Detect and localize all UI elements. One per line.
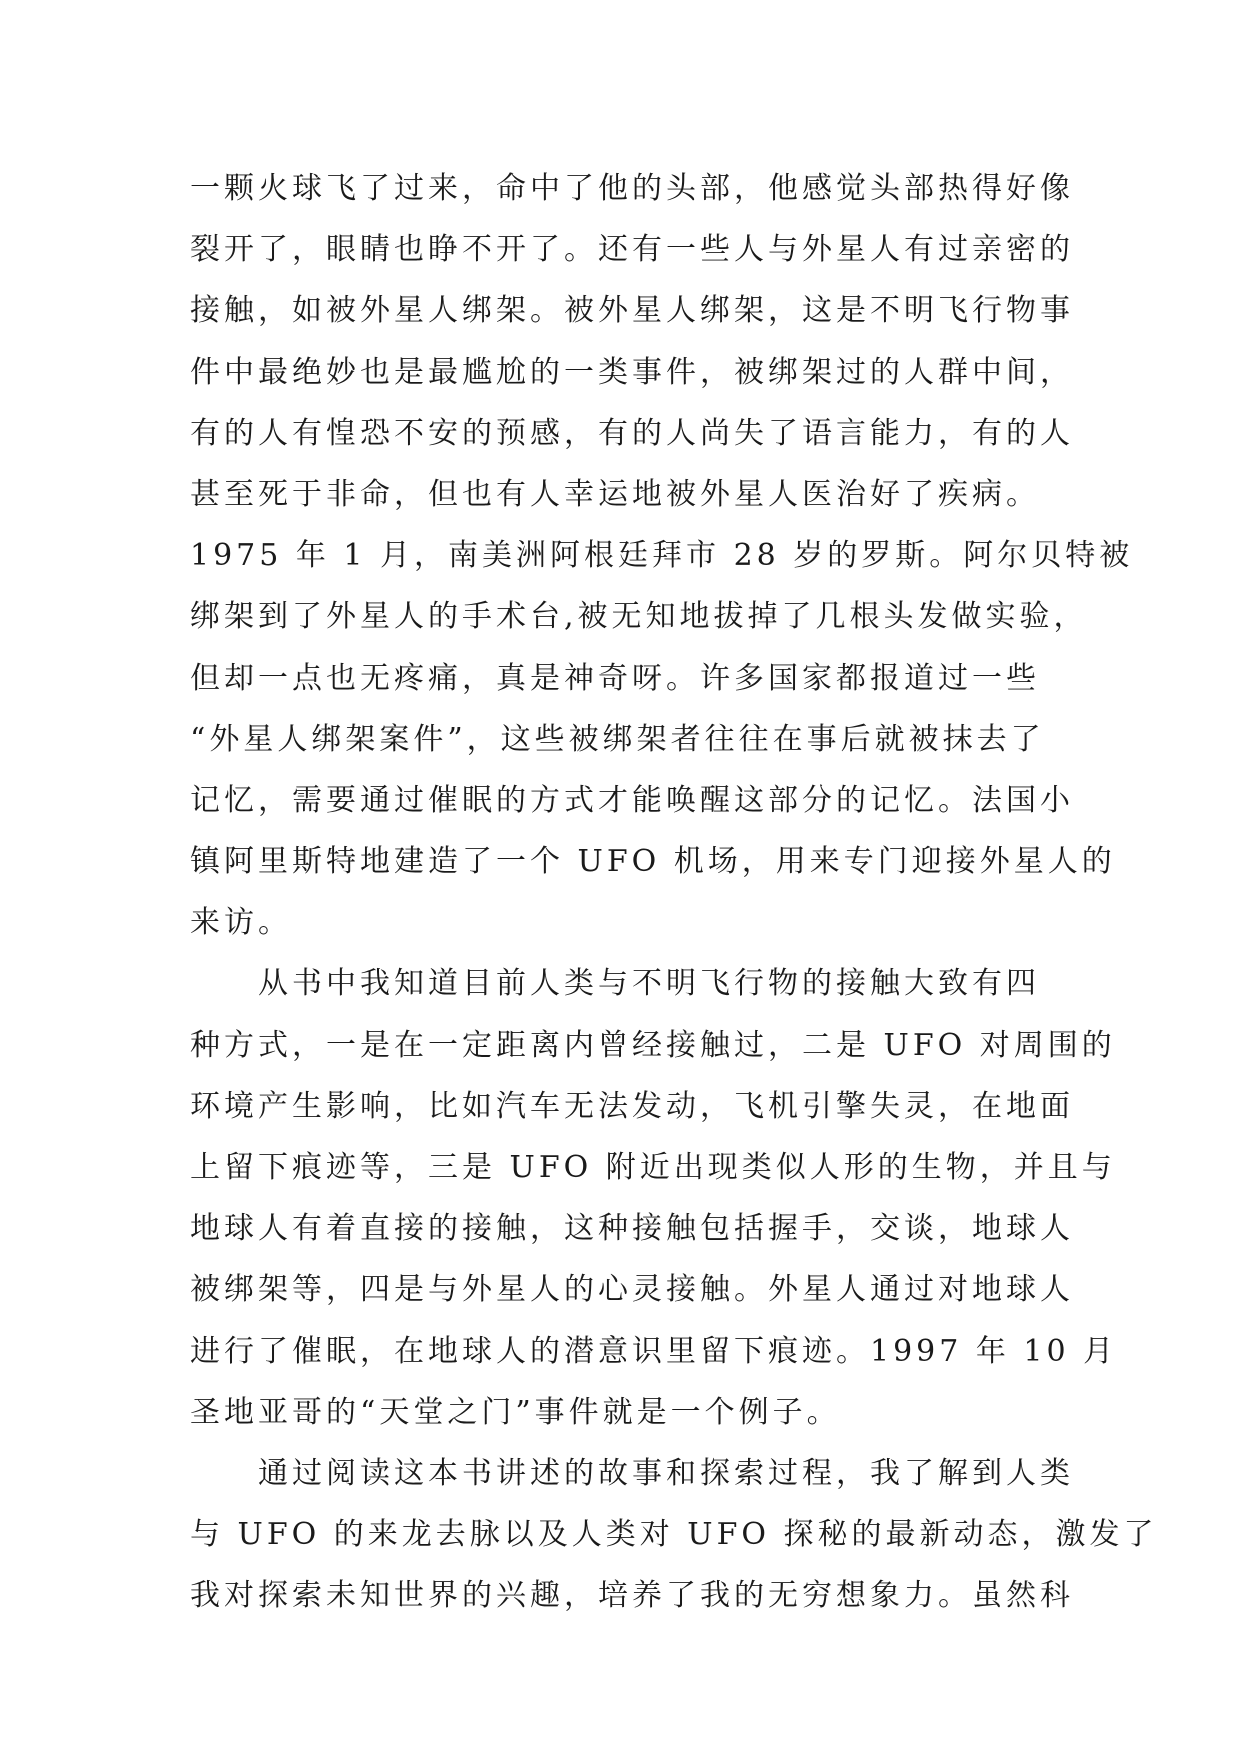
text-line: 绑架到了外星人的手术台,被无知地拔掉了几根头发做实验， xyxy=(190,599,1088,635)
text-line: 种方式，一是在一定距离内曾经接触过，二是 UFO 对周围的 xyxy=(190,1027,1116,1063)
text-line: 我对探索未知世界的兴趣，培养了我的无穷想象力。虽然科 xyxy=(190,1578,1074,1614)
text-line: 件中最绝妙也是最尴尬的一类事件，被绑架过的人群中间， xyxy=(190,354,1074,390)
text-line: 圣地亚哥的“天堂之门”事件就是一个例子。 xyxy=(190,1394,841,1430)
text-line: 被绑架等，四是与外星人的心灵接触。外星人通过对地球人 xyxy=(190,1272,1074,1308)
text-line: 裂开了，眼睛也睁不开了。还有一些人与外星人有过亲密的 xyxy=(190,232,1074,268)
text-line: 与 UFO 的来龙去脉以及人类对 UFO 探秘的最新动态，激发了 xyxy=(190,1517,1158,1553)
body-text xyxy=(190,158,1158,1627)
text-line: 记忆，需要通过催眠的方式才能唤醒这部分的记忆。法国小 xyxy=(190,782,1074,818)
text-line: 一颗火球飞了过来，命中了他的头部，他感觉头部热得好像 xyxy=(190,171,1074,206)
text-line: 来访。 xyxy=(190,905,292,941)
paragraph-start-line: 通过阅读这本书讲述的故事和探索过程，我了解到人类 xyxy=(258,1455,1074,1491)
paragraph-start-line: 从书中我知道目前人类与不明飞行物的接触大致有四 xyxy=(258,966,1040,1002)
text-line: 镇阿里斯特地建造了一个 UFO 机场，用来专门迎接外星人的 xyxy=(190,844,1116,880)
text-line: 接触，如被外星人绑架。被外星人绑架，这是不明飞行物事 xyxy=(190,293,1074,329)
text-line: 有的人有惶恐不安的预感，有的人尚失了语言能力，有的人 xyxy=(190,415,1074,451)
text-line: 但却一点也无疼痛，真是神奇呀。许多国家都报道过一些 xyxy=(190,660,1040,696)
text-line: 环境产生影响，比如汽车无法发动，飞机引擎失灵，在地面 xyxy=(190,1088,1074,1124)
text-line: 甚至死于非命，但也有人幸运地被外星人医治好了疾病。 xyxy=(190,476,1040,512)
text-line: 进行了催眠，在地球人的潜意识里留下痕迹。1997 年 10 月 xyxy=(190,1333,1118,1369)
text-line: 地球人有着直接的接触，这种接触包括握手，交谈，地球人 xyxy=(190,1211,1074,1247)
text-line: “外星人绑架案件”，这些被绑架者往往在事后就被抹去了 xyxy=(190,721,1045,757)
text-line: 上留下痕迹等，三是 UFO 附近出现类似人形的生物，并且与 xyxy=(190,1150,1116,1185)
text-line: 1975 年 1 月，南美洲阿根廷拜市 28 岁的罗斯。阿尔贝特被 xyxy=(190,538,1134,574)
